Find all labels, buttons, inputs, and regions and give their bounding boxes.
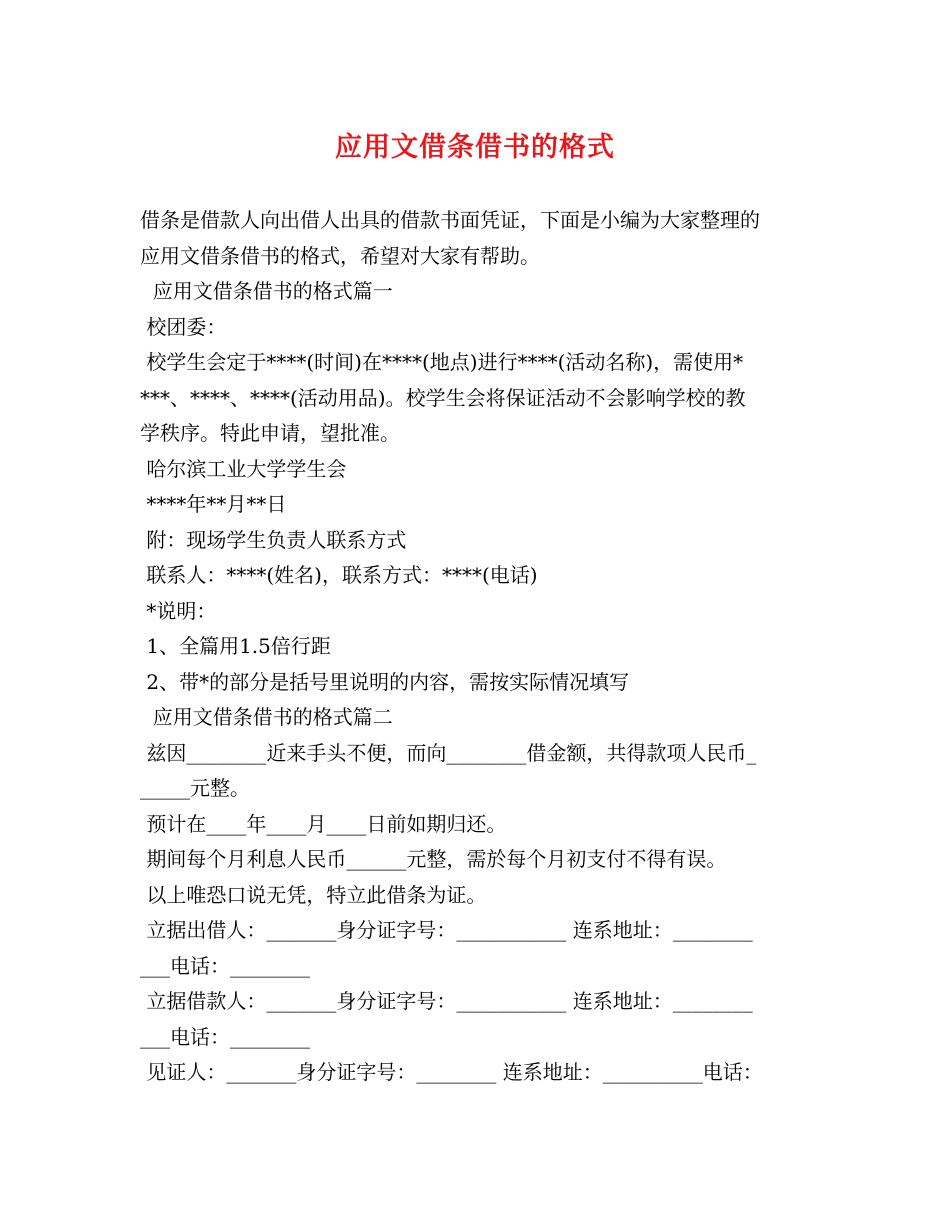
note-item-1: 1、全篇用1.5倍行距 xyxy=(140,634,331,658)
attachment-line: 附：现场学生负责人联系方式 xyxy=(140,527,407,552)
intro-line-1: 借条是借款人向出借人出具的借款书面凭证，下面是小编为大家整理的 xyxy=(140,208,760,232)
note-heading-line: *说明： xyxy=(140,598,217,623)
body-line-2: ***、****、****(活动用品)。校学生会将保证活动不会影响学校的教 xyxy=(140,385,746,410)
borrower-line-1: 立据借款人：_______身分证字号：___________ 连系地址：________ xyxy=(140,989,753,1013)
date-line: ****年**月**日 xyxy=(140,492,287,516)
intro-line-2: 应用文借条借书的格式，希望对大家有帮助。 xyxy=(140,243,540,268)
body-line-1: 校学生会定于****(时间)在****(地点)进行****(活动名称)，需使用* xyxy=(140,350,744,374)
lender-line-1: 立据出借人：_______身分证字号：___________ 连系地址：________ xyxy=(140,918,753,942)
lender-line-2: ___电话：________ xyxy=(140,953,310,978)
loan-line-1: 兹因________近来手头不便，而向________借金额，共得款项人民币_ xyxy=(140,740,757,765)
note-item-2: 2、带*的部分是括号里说明的内容，需按实际情况填写 xyxy=(140,669,630,694)
borrower-line-2: ___电话：________ xyxy=(140,1024,310,1049)
section-heading-2: 应用文借条借书的格式篇二 xyxy=(140,705,393,729)
addressee-line: 校团委： xyxy=(140,314,227,339)
signature-org-line: 哈尔滨工业大学学生会 xyxy=(140,456,347,481)
repayment-line: 预计在____年____月____日前如期归还。 xyxy=(140,811,507,836)
contact-line: 联系人：****(姓名)，联系方式：****(电话) xyxy=(140,563,538,587)
witness-line: 见证人：_______身分证字号：________ 连系地址：__________电话： xyxy=(140,1060,763,1084)
interest-line: 期间每个月利息人民币______元整，需於每个月初支付不得有误。 xyxy=(140,847,727,871)
proof-line: 以上唯恐口说无凭，特立此借条为证。 xyxy=(140,882,487,907)
document-title: 应用文借条借书的格式 xyxy=(335,132,615,163)
body-line-3: 学秩序。特此申请，望批准。 xyxy=(140,421,400,445)
loan-line-2: _____元整。 xyxy=(140,776,250,800)
section-heading-1: 应用文借条借书的格式篇一 xyxy=(140,279,393,303)
document-body xyxy=(140,203,830,1091)
